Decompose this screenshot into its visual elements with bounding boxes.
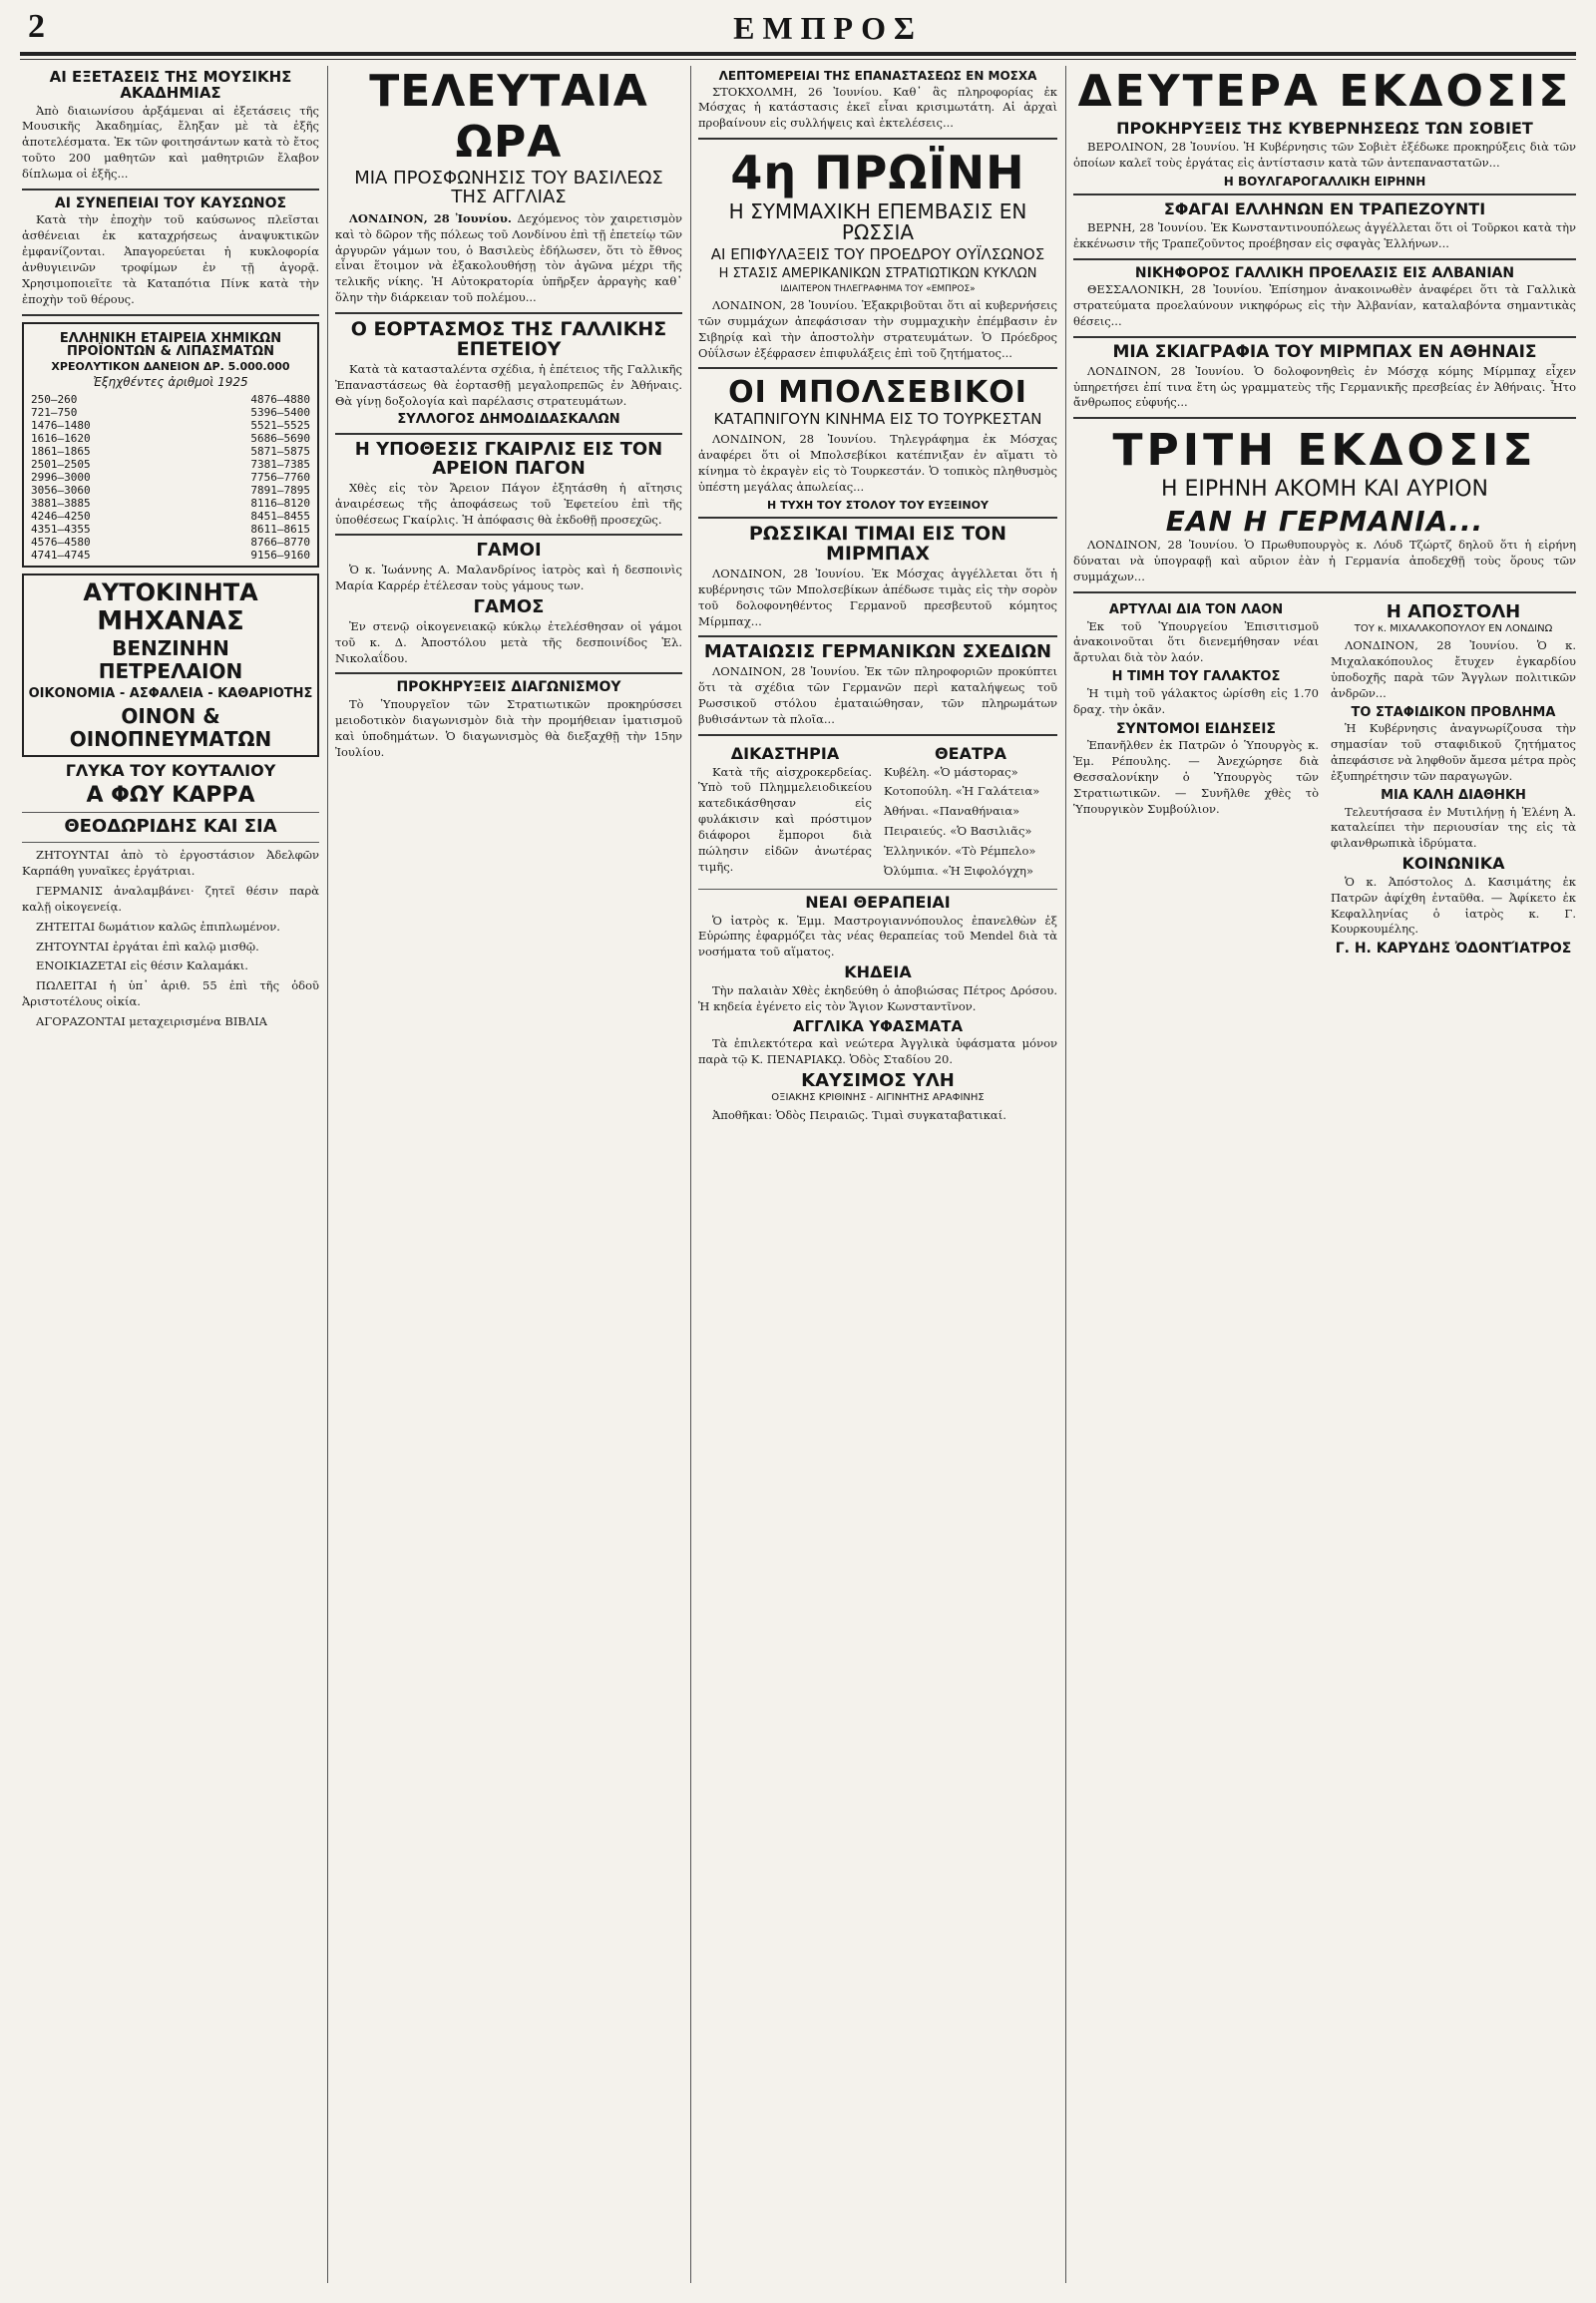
column-divider: [327, 66, 328, 2283]
draw-number-cell: 2501—2505: [31, 458, 91, 472]
ad-theodoridis: ΘΕΟΔΩΡΙΔΗΣ ΚΑΙ ΣΙΑ: [64, 816, 277, 838]
nikiforos-text: ΘΕΣΣΑΛΟΝΙΚΗ, 28 Ἰουνίου. Ἐπίσημον ἀνακοινωθὲν ἀναφέρει ὅτι τὰ Γαλλικὰ στρατεύματα προελαύνουν νικηφόρως εἰς τὴν Ἀλβανίαν, καταλαβόντα σημαντικὰς θέσεις...: [1073, 282, 1576, 329]
mirbach-title: ΜΙΑ ΣΚΙΑΓΡΑΦΙΑ ΤΟΥ ΜΙΡΜΠΑΧ ΕΝ ΑΘΗΝΑΙΣ: [1112, 341, 1537, 362]
draw-number-cell: 721—750: [31, 406, 78, 420]
draw-number-cell: 1616—1620: [31, 432, 91, 446]
small-ads: [22, 848, 319, 1030]
draw-number-row: [28, 523, 313, 536]
tenders-title: ΠΡΟΚΗΡΥΞΕΙΣ ΔΙΑΓΩΝΙΣΜΟΥ: [396, 679, 621, 696]
failure-text: ΛΟΝΔΙΝΟΝ, 28 Ἰουνίου. Ἐκ τῶν πληροφοριῶν προκύπτει ὅτι τὰ σχέδια τῶν Γερμανῶν περὶ καταλήψεως τοῦ Ρωσσικοῦ στόλου ἐματαιώθησαν, τῶν πληρωμάτων βυθισάντων τὰ πλοῖα...: [698, 664, 1057, 726]
moscow-news-text: ΣΤΟΚΧΟΛΜΗ, 26 Ἰουνίου. Καθ᾽ ἃς πληροφορίας ἐκ Μόσχας ἡ κατάστασις ἐκεῖ εἶναι κρισιμωτάτη. Αἱ ἀρχαὶ προβαίνουν εἰς συλλήψεις καὶ ἐκτελέσεις...: [698, 84, 1057, 131]
massacres-title: ΣΦΑΓΑΙ ΕΛΛΗΝΩΝ ΕΝ ΤΡΑΠΕΖΟΥΝΤΙ: [1163, 199, 1486, 219]
draw-number-row: [28, 536, 313, 549]
intervention-subtitle-2: Η ΣΤΑΣΙΣ ΑΜΕΡΙΚΑΝΙΚΩΝ ΣΤΡΑΤΙΩΤΙΚΩΝ ΚΥΚΛΩΝ: [718, 265, 1037, 281]
small-ad: ΖΗΤΕΙΤΑΙ δωμάτιον καλῶς ἐπιπλωμένον.: [36, 919, 280, 934]
mission-title: Η ΑΠΟΣΤΟΛΗ: [1386, 600, 1521, 622]
social-text: Ὁ κ. Ἀπόστολος Δ. Κασιμάτης ἐκ Πατρῶν ἀφίχθη ἐνταῦθα. — Ἀφίκετο ἐκ Κεφαλληνίας ὁ ἰατρὸς κ. Γ. Κουρκουμέλης.: [1331, 874, 1576, 937]
column-divider: [690, 66, 691, 2283]
column-4: [1073, 66, 1576, 2283]
feast-text: Κατὰ τὰ κατασταλέντα σχέδια, ἡ ἐπέτειος τῆς Γαλλικῆς Ἐπαναστάσεως θὰ ἑορτασθῇ μεγαλοπρεπῶς ἐν Ἀθήναις. Θὰ γίνῃ δοξολογία καὶ παρέλασις στρατευμάτων.: [335, 361, 682, 408]
draw-number-row: [28, 471, 313, 484]
theater-item: Ὀλύμπια. «Ἡ Ξιφολόγχη»: [884, 863, 1033, 878]
ad-cars: ΑΥΤΟΚΙΝΗΤΑ: [83, 578, 258, 607]
intervention-text: ΛΟΝΔΙΝΟΝ, 28 Ἰουνίου. Ἐξακριβοῦται ὅτι αἱ κυβερνήσεις τῶν συμμάχων ἀπεφάσισαν τὴν συμμαχικὴν ἐπέμβασιν ἐν Σιβηρίᾳ καὶ τὴν ἀποστολὴν στρατευμάτων. Ὁ Πρόεδρος Οὐΐλσων ἐξέφρασεν ἐπιφυλάξεις ἐπὶ τοῦ ζητήματος...: [698, 298, 1057, 360]
draw-number-row: [28, 432, 313, 445]
weddings-text: Ὁ κ. Ἰωάννης Α. Μαλανδρίνος ἰατρὸς καὶ ἡ δεσποινὶς Μαρία Καρρέρ ἐτέλεσαν τοὺς γάμους των.: [335, 563, 682, 593]
theater-item: Κοτοπούλη. «Ἡ Γαλάτεια»: [884, 784, 1040, 799]
draw-number-cell: 9156—9160: [250, 549, 310, 563]
draw-number-row: [28, 406, 313, 419]
masthead: [0, 0, 1596, 70]
draw-number-cell: 5521—5525: [250, 419, 310, 433]
small-ad: ΕΝΟΙΚΙΑΖΕΤΑΙ εἰς θέσιν Καλαμάκι.: [36, 959, 248, 973]
draw-number-cell: 250—260: [31, 393, 78, 407]
fuel-subtitle: ΟΞΙΑΚΗΣ ΚΡΙΘΙΝΗΣ - ΑΙΓΙΝΗΤΗΣ ΑΡΑΦΙΝΗΣ: [771, 1092, 985, 1104]
therapies-text: Ὁ ἰατρὸς κ. Ἐμμ. Μαστρογιαννόπουλος ἐπανελθὼν ἐξ Εὐρώπης ἐφαρμόζει τὰς νέας θεραπείας τοῦ Mendel διὰ τὰ νοσήματα τοῦ αἵματος.: [698, 913, 1057, 960]
column-3: [698, 66, 1057, 2283]
third-edition-text: ΛΟΝΔΙΝΟΝ, 28 Ἰουνίου. Ὁ Πρωθυπουργὸς κ. Λόυδ Τζώρτζ δηλοῦ ὅτι ἡ εἰρήνη δύναται νὰ ὑπογραφῇ καὶ αὔριον ἐὰν ἡ Γερμανία ἀποδεχθῇ τοὺς ὅρους τῶν συμμάχων...: [1073, 538, 1576, 584]
bolshevik-subtitle: ΚΑΤΑΠΝΙΓΟΥΝ ΚΙΝΗΜΑ ΕΙΣ ΤΟ ΤΟΥΡΚΕΣΤΑΝ: [713, 410, 1042, 429]
charity-title: ΜΙΑ ΚΑΛΗ ΔΙΑΘΗΚΗ: [1381, 787, 1526, 803]
milk-title: Η ΤΙΜΗ ΤΟΥ ΓΑΛΑΚΤΟΣ: [1111, 669, 1281, 685]
draw-number-cell: 8116—8120: [250, 497, 310, 511]
draw-number-cell: 4576—4580: [31, 536, 91, 550]
ad-benzine: ΒΕΝΖΙΝΗΝ: [112, 635, 229, 660]
intervention-subtitle: ΑΙ ΕΠΙΦΥΛΑΞΕΙΣ ΤΟΥ ΠΡΟΕΔΡΟΥ ΟΥΪΛΣΩΝΟΣ: [710, 245, 1045, 264]
charity-text: Τελευτήσασα ἐν Μυτιλήνῃ ἡ Ἑλένη Ἀ. καταλείπει τὴν περιουσίαν της εἰς τὰ φιλανθρωπικὰ ἱδρύματα.: [1331, 804, 1576, 851]
company-title: ΕΛΛΗΝΙΚΗ ΕΤΑΙΡΕΙΑ ΧΗΜΙΚΩΝ ΠΡΟΪΟΝΤΩΝ & ΛΙΠΑΣΜΑΤΩΝ: [59, 330, 282, 360]
feast-title: Ο ΕΟΡΤΑΣΜΟΣ ΤΗΣ ΓΑΛΛΙΚΗΣ ΕΠΕΤΕΙΟΥ: [350, 317, 667, 360]
draw-number-cell: 7891—7895: [250, 484, 310, 498]
second-edition-headline: ΔΕΥΤΕΡΑ ΕΚΔΟΣΙΣ: [1077, 66, 1572, 117]
draw-number-row: [28, 510, 313, 523]
masthead-rule-thin: [20, 59, 1576, 60]
ad-engines: ΜΗΧΑΝΑΣ: [97, 605, 244, 636]
king-address-text: ΛΟΝΔΙΝΟΝ, 28 Ἰουνίου. Δεχόμενος τὸν χαιρετισμὸν καὶ τὸ δῶρον τῆς πόλεως τοῦ Λονδίνου ἐπὶ τῇ ἐπετείῳ τῶν ἀργυρῶν γάμων του, ὁ Βασιλεὺς ἐδήλωσεν, ὅτι τὸ ἔθνος εἶναι ἕτοιμον νὰ ἐξακολουθήσῃ τὸν ἀγῶνα μέχρι τῆς τελικῆς νίκης. Ἡ Αὐτοκρατορία ὑπῆρξεν ἀρραγὴς καθ᾽ ὅλην τὴν διάρκειαν τοῦ πολέμου...: [335, 210, 682, 305]
soviet-text: ΒΕΡΟΛΙΝΟΝ, 28 Ἰουνίου. Ἡ Κυβέρνησις τῶν Σοβιὲτ ἐξέδωκε προκηρύξεις διὰ τῶν ὁποίων καλεῖ τοὺς ἐργάτας εἰς ἀντίστασιν κατὰ τῶν ἀντεπαναστατῶν...: [1073, 139, 1576, 170]
soviet-title: ΠΡΟΚΗΡΥΞΕΙΣ ΤΗΣ ΚΥΒΕΡΝΗΣΕΩΣ ΤΩΝ ΣΟΒΙΕΤ: [1116, 119, 1533, 138]
fabrics-text: Τὰ ἐπιλεκτότερα καὶ νεώτερα Ἀγγλικὰ ὑφάσματα μόνον παρὰ τῷ Κ. ΠΕΝΑΡΙΑΚῼ. Ὁδὸς Σταδίου 20.: [698, 1036, 1057, 1067]
draw-number-cell: 4876—4880: [250, 393, 310, 407]
masthead-rule: [20, 52, 1576, 56]
wedding-text: Ἐν στενῷ οἰκογενειακῷ κύκλῳ ἐτελέσθησαν οἱ γάμοι τοῦ κ. Δ. Ἀποστόλου μετὰ τῆς δεσποινίδος Ἑλ. Νικολαΐδου.: [335, 618, 682, 665]
fourth-morning-edition: 4η ΠΡΩΪΝΗ: [730, 146, 1025, 200]
small-ad: ΖΗΤΟΥΝΤΑΙ ἀπὸ τὸ ἐργοστάσιον Ἀδελφῶν Καρπάθη γυναῖκες ἐργάτριαι.: [22, 848, 319, 879]
draw-number-row: [28, 419, 313, 432]
theater-item: Κυβέλη. «Ὁ μάστορας»: [884, 764, 1018, 779]
short-news-text: Ἐπανῆλθεν ἐκ Πατρῶν ὁ Ὑπουργὸς κ. Ἐμ. Ρέπουλης. — Ἀνεχώρησε διὰ Θεσσαλονίκην ὁ Ὑπουργὸς τῶν Στρατιωτικῶν. — Συνῆλθε χθὲς τὸ Ὑπουργικὸν Συμβούλιον.: [1073, 738, 1319, 816]
theater-list: [884, 765, 1057, 880]
moscow-news-title: ΛΕΠΤΟΜΕΡΕΙΑΙ ΤΗΣ ΕΠΑΝΑΣΤΑΣΕΩΣ ΕΝ ΜΟΣΧΑ: [718, 69, 1037, 83]
column-1: [22, 66, 319, 2283]
draw-number-row: [28, 458, 313, 471]
tenders-text: Τὸ Ὑπουργεῖον τῶν Στρατιωτικῶν προκηρύσσει μειοδοτικὸν διαγωνισμὸν διὰ τὴν προμήθειαν ἱματισμοῦ καὶ ὑποδημάτων. Ὁ διαγωνισμὸς θὰ διεξαχθῇ τὴν 15ην Ἰουλίου.: [335, 697, 682, 759]
draw-number-cell: 4741—4745: [31, 549, 91, 563]
germany-headline: ΕΑΝ Η ΓΕΡΜΑΝΙΑ...: [1165, 505, 1484, 539]
draw-number-row: [28, 484, 313, 497]
nikiforos-title: ΝΙΚΗΦΟΡΟΣ ΓΑΛΛΙΚΗ ΠΡΟΕΛΑΣΙΣ ΕΙΣ ΑΛΒΑΝΙΑΝ: [1134, 264, 1515, 281]
courts-text: Κατὰ τῆς αἰσχροκερδείας. Ὑπὸ τοῦ Πλημμελειοδικείου κατεδικάσθησαν εἰς φυλάκισιν καὶ πρόστιμον διάφοροι ἔμποροι διὰ πώλησιν εἰδῶν ἀνωτέρας τιμῆς.: [698, 764, 872, 874]
ad-sweet-title: ΓΛΥΚΑ ΤΟΥ ΚΟΥΤΑΛΙΟΥ: [65, 761, 276, 781]
teachers-title: ΣΥΛΛΟΓΟΣ ΔΗΜΟΔΙΔΑΣΚΑΛΩΝ: [397, 412, 620, 428]
newspaper-name: ΕΜΠΡΟΣ: [733, 10, 923, 46]
draw-number-cell: 5871—5875: [250, 445, 310, 459]
doctor-ad: Γ. Η. ΚΑΡΥΔΗΣ ὈΔΟΝΤΊΑΤΡΟΣ: [1335, 941, 1572, 958]
raisin-text: Ἡ Κυβέρνησις ἀναγνωρίζουσα τὴν σημασίαν τοῦ σταφιδικοῦ ζητήματος ἀπεφάσισε νὰ ληφθοῦν ἄμεσα μέτρα πρὸς ἐξυπηρέτησιν τῶν παραγωγῶν.: [1331, 721, 1576, 784]
page-number: 2: [28, 8, 45, 45]
milk-text: Ἡ τιμὴ τοῦ γάλακτος ὡρίσθη εἰς 1.70 δραχ. τὴν ὀκᾶν.: [1073, 685, 1319, 716]
bread-title: ΑΡΤΥΛΑΙ ΔΙΑ ΤΟΝ ΛΑΟΝ: [1108, 601, 1284, 617]
draw-number-cell: 1861—1865: [31, 445, 91, 459]
mission-subtitle: ΤΟΥ κ. ΜΙΧΑΛΑΚΟΠΟΥΛΟΥ ΕΝ ΛΟΝΔΙΝΩ: [1354, 622, 1553, 634]
fuel-title: ΚΑΥΣΙΜΟΣ ΥΛΗ: [801, 1070, 955, 1092]
draw-number-cell: 2996—3000: [31, 471, 91, 485]
draw-number-cell: 3881—3885: [31, 497, 91, 511]
ad-wine: ΟΙΝΟΝ & ΟΙΝΟΠΝΕΥΜΑΤΩΝ: [69, 704, 272, 752]
gairlis-title: Η ΥΠΟΘΕΣΙΣ ΓΚΑΙΡΛΙΣ ΕΙΣ ΤΟΝ ΑΡΕΙΟΝ ΠΑΓΟΝ: [354, 439, 663, 479]
bread-text: Ἐκ τοῦ Ὑπουργείου Ἐπισιτισμοῦ ἀνακοινοῦται ὅτι διενεμήθησαν νέαι ἄρτυλαι διὰ τὸν λαόν.: [1073, 618, 1319, 665]
heat-text: Κατὰ τὴν ἐποχὴν τοῦ καύσωνος πλεῖσται ἀσθένειαι ἐκ καταχρήσεως ἀναψυκτικῶν ἐμφανίζονται. Ἀπαγορεύεται ἡ κυκλοφορία ἀνθυγιεινῶν τροφίμων ἐν τῇ ἀγορᾷ. Χρησιμοποιεῖτε τὰ Καταπότια Πίνκ κατὰ τὴν ἐποχὴν τοῦ θέρους.: [22, 212, 319, 306]
fuel-ad: [22, 574, 319, 757]
funeral-title: ΚΗΔΕΙΑ: [844, 962, 912, 982]
courts-title: ΔΙΚΑΣΤΗΡΙΑ: [730, 743, 840, 763]
heat-title: ΑΙ ΣΥΝΕΠΕΙΑΙ ΤΟΥ ΚΑΥΣΩΝΟΣ: [54, 194, 287, 211]
draw-number-cell: 5686—5690: [250, 432, 310, 446]
therapies-title: ΝΕΑΙ ΘΕΡΑΠΕΙΑΙ: [805, 892, 951, 912]
short-news-title: ΣΥΝΤΟΜΟΙ ΕΙΔΗΣΕΙΣ: [1115, 720, 1276, 737]
weddings-title: ΓΑΜΟΙ: [476, 540, 542, 562]
ad-petroleum: ΠΕΤΡΕΛΑΙΟΝ: [98, 658, 243, 683]
theater-title: ΘΕΑΤΡΑ: [935, 743, 1006, 763]
gairlis-text: Χθὲς εἰς τὸν Ἄρειον Πάγον ἐξητάσθη ἡ αἴτησις ἀναιρέσεως τῆς ἀποφάσεως τοῦ Ἐφετείου ἐπὶ τῆς ὑποθέσεως Γκαίρλις. Ἡ ἀπόφασις θὰ ἐκδοθῇ προσεχῶς.: [335, 480, 682, 527]
draw-number-cell: 8451—8455: [250, 510, 310, 524]
draw-number-row: [28, 393, 313, 406]
peace-headline: Η ΕΙΡΗΝΗ ΑΚΟΜΗ ΚΑΙ ΑΥΡΙΟΝ: [1160, 477, 1488, 503]
bolshevik-text: ΛΟΝΔΙΝΟΝ, 28 Ἰουνίου. Τηλεγράφημα ἐκ Μόσχας ἀναφέρει ὅτι οἱ Μπολσεβίκοι κατέπνιξαν ἐν αἵματι τὸ κίνημα τὸ ἐκραγὲν εἰς τὸ Τουρκεστάν. Ὁ τοπικὸς πληθυσμὸς ὑπέστη μεγάλας ἀπωλείας...: [698, 432, 1057, 494]
peace-title: Η ΒΟΥΛΓΑΡΟΓΑΛΛΙΚΗ ΕΙΡΗΝΗ: [1223, 174, 1426, 189]
social-title: ΚΟΙΝΩΝΙΚΑ: [1401, 854, 1505, 874]
funeral-text: Τὴν παλαιὰν Χθὲς ἐκηδεύθη ὁ ἀποβιώσας Πέτρος Δρόσου. Ἡ κηδεία ἐγένετο εἰς τὸν Ἅγιον Κωνσταντῖνον.: [698, 982, 1057, 1013]
intervention-title: Η ΣΥΜΜΑΧΙΚΗ ΕΠΕΜΒΑΣΙΣ ΕΝ ΡΩΣΣΙΑ: [728, 199, 1027, 245]
theater-item: Ἐλληνικόν. «Τὸ Ρέμπελο»: [884, 844, 1036, 859]
small-ad: ΑΓΟΡΑΖΟΝΤΑΙ μεταχειρισμένα ΒΙΒΛΙΑ: [36, 1014, 267, 1028]
theater-item: Πειραιεύς. «Ὁ Βασιλιᾶς»: [884, 824, 1032, 839]
draw-number-cell: 5396—5400: [250, 406, 310, 420]
fuel-text: Ἀποθῆκαι: Ὁδὸς Πειραιῶς. Τιμαὶ συγκαταβατικαί.: [712, 1107, 1006, 1122]
ad-karra: Α ΦΩΥ ΚΑΡΡΑ: [86, 783, 255, 809]
wedding-title: ΓΑΜΟΣ: [473, 596, 545, 617]
last-hour-headline: ΤΕΛΕΥΤΑΙΑ ΩΡΑ: [369, 66, 648, 168]
wire-label: ΙΔΙΑΙΤΕΡΟΝ ΤΗΛΕΓΡΑΦΗΜΑ ΤΟΥ «ΕΜΠΡΟΣ»: [780, 283, 976, 294]
small-ad: ΖΗΤΟΥΝΤΑΙ ἐργάται ἐπὶ καλῷ μισθῷ.: [36, 939, 259, 954]
column-divider: [1065, 66, 1066, 2283]
draw-number-cell: 8766—8770: [250, 536, 310, 550]
king-address-subheadline: ΜΙΑ ΠΡΟΣΦΩΝΗΣΙΣ ΤΟΥ ΒΑΣΙΛΕΩΣ ΤΗΣ ΑΓΓΛΙΑΣ: [354, 168, 663, 207]
exams-text: Ἀπὸ διαιωνίσου ἀρξάμεναι αἱ ἐξετάσεις τῆς Μουσικῆς Ἀκαδημίας, ἔληξαν μὲ τὰ ἑξῆς ἀποτελέσματα. Ἐκ τῶν φοιτησάντων κατὰ τὸ ἔτος τοῦτο 200 μαθητῶν καὶ μαθητριῶν ἔλαβον δίπλωμα οἱ ἑξῆς...: [22, 103, 319, 181]
honors-title: ΡΩΣΣΙΚΑΙ ΤΙΜΑΙ ΕΙΣ ΤΟΝ ΜΙΡΜΠΑΧ: [748, 523, 1007, 566]
draw-number-cell: 4351—4355: [31, 523, 91, 537]
small-ad: ΓΕΡΜΑΝΙΣ ἀναλαμβάνει· ζητεῖ θέσιν παρὰ καλῇ οἰκογενείᾳ.: [22, 883, 319, 914]
draw-number-row: [28, 549, 313, 562]
draw-number-row: [28, 497, 313, 510]
column-2: [335, 66, 682, 2283]
bolshevik-title: ΟΙ ΜΠΟΛΣΕΒΙΚΟΙ: [728, 375, 1027, 411]
mirbach-text: ΛΟΝΔΙΝΟΝ, 28 Ἰουνίου. Ὁ δολοφονηθεὶς ἐν Μόσχᾳ κόμης Μίρμπαχ εἶχεν ὑπηρετήσει ἐπί τινα ἔτη ὡς γραμματεὺς τῆς Γερμανικῆς πρεσβείας ἐν Ἀθήναις. Ἦτο ἄνθρωπος εὐφυής...: [1073, 363, 1576, 410]
small-ad: ΠΩΛΕΙΤΑΙ ἡ ὑπ᾽ ἀριθ. 55 ἐπὶ τῆς ὁδοῦ Ἀριστοτέλους οἰκία.: [22, 978, 319, 1009]
company-notice: [22, 322, 319, 568]
ad-economy: ΟΙΚΟΝΟΜΙΑ - ΑΣΦΑΛΕΙΑ - ΚΑΘΑΡΙΟΤΗΣ: [28, 685, 313, 701]
draw-number-cell: 1476—1480: [31, 419, 91, 433]
draw-numbers-table: [28, 393, 313, 562]
fleet-subtitle: Η ΤΥΧΗ ΤΟΥ ΣΤΟΛΟΥ ΤΟΥ ΕΥΞΕΙΝΟΥ: [767, 498, 989, 512]
raisin-title: ΤΟ ΣΤΑΦΙΔΙΚΟΝ ΠΡΟΒΛΗΜΑ: [1351, 704, 1556, 720]
draw-number-cell: 7756—7760: [250, 471, 310, 485]
third-edition-headline: ΤΡΙΤΗ ΕΚΔΟΣΙΣ: [1112, 425, 1537, 477]
failure-title: ΜΑΤΑΙΩΣΙΣ ΓΕΡΜΑΝΙΚΩΝ ΣΧΕΔΙΩΝ: [703, 641, 1052, 663]
massacres-text: ΒΕΡΝΗ, 28 Ἰουνίου. Ἐκ Κωνσταντινουπόλεως ἀγγέλλεται ὅτι οἱ Τοῦρκοι κατὰ τὴν ἐκκένωσιν τῆς Τραπεζοῦντος προέβησαν εἰς σφαγὰς Ἑλλήνων...: [1073, 219, 1576, 250]
honors-text: ΛΟΝΔΙΝΟΝ, 28 Ἰουνίου. Ἐκ Μόσχας ἀγγέλλεται ὅτι ἡ κυβέρνησις τῶν Μπολσεβίκων ἀπέδωσε τιμὰς εἰς τὴν σορὸν τοῦ δολοφονηθέντος Γερμανοῦ πρεσβευτοῦ κόμητος Μίρμπαχ...: [698, 567, 1057, 628]
draw-number-cell: 4246—4250: [31, 510, 91, 524]
draw-number-cell: 3056—3060: [31, 484, 91, 498]
draw-number-cell: 7381—7385: [250, 458, 310, 472]
exams-title: ΑΙ ΕΞΕΤΑΣΕΙΣ ΤΗΣ ΜΟΥΣΙΚΗΣ ΑΚΑΔΗΜΙΑΣ: [49, 68, 292, 102]
mission-text: ΛΟΝΔΙΝΟΝ, 28 Ἰουνίου. Ὁ κ. Μιχαλακόπουλος ἔτυχεν ἐγκαρδίου ὑποδοχῆς παρὰ τῶν Ἄγγλων πολιτικῶν ἀνδρῶν...: [1331, 638, 1576, 700]
draw-number-cell: 8611—8615: [250, 523, 310, 537]
company-subtitle: ΧΡΕΟΛΥΤΙΚΟΝ ΔΑΝΕΙΟΝ ΔΡ. 5.000.000: [51, 359, 290, 373]
theater-item: Ἀθήναι. «Παναθήναια»: [884, 804, 1020, 819]
company-draw: Ἐξηχθέντες ἀριθμοὶ 1925: [93, 375, 248, 390]
draw-number-row: [28, 445, 313, 458]
fabrics-title: ΑΓΓΛΙΚΑ ΥΦΑΣΜΑΤΑ: [792, 1016, 964, 1035]
